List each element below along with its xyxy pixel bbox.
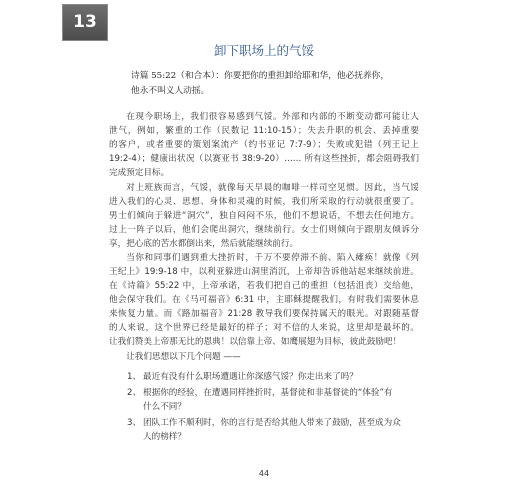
question-number: 2、 bbox=[127, 388, 142, 398]
question-line: 什么不同？ bbox=[143, 402, 186, 412]
body-paragraph bbox=[109, 251, 419, 349]
question-line: 人的榜样？ bbox=[143, 432, 186, 442]
page-number: 44 bbox=[258, 469, 270, 478]
body-paragraph bbox=[109, 181, 419, 251]
paragraph-line: 来恢复力量。而《路加福音》21:28 教导我们要保持属天的眼光。对跟随基督 bbox=[109, 309, 419, 319]
paragraph-line: 王纪上》19:9-18 中，以利亚躲进山洞里消沉，上帝却告诉他站起来继续前进。 bbox=[109, 267, 419, 277]
chapter-number-badge: 13 bbox=[62, 4, 108, 41]
question-text bbox=[143, 370, 358, 384]
paragraph-line: 男士们倾向于躲进“洞穴”，独自闷闷不乐，他们不想说话，不想去任何地方。 bbox=[109, 211, 419, 221]
paragraph-line: 进入我们的心灵、思想、身体和灵魂的时候，我们所采取的行动就很重要了。 bbox=[109, 197, 419, 207]
question-line: 团队工作不顺利时，你的言行是否给其他人带来了鼓励，甚至成为众 bbox=[143, 418, 401, 428]
paragraph-line: 让我们赞美上帝那无比的恩典！以信靠上帝、如鹰展翅为目标，彼此鼓励吧！ bbox=[109, 337, 402, 347]
scripture-line: 他永不叫义人动摇。 bbox=[131, 86, 210, 96]
paragraph-line: 的人来说，这个世界已经是最好的样子；对不信的人来说，这里却是最坏的。 bbox=[109, 323, 419, 333]
chapter-title: 卸下职场上的气馁 bbox=[213, 43, 314, 58]
paragraph-line: 过上一阵子以后，他们会爬出洞穴，继续前行。女士们则倾向于跟朋友倾诉分 bbox=[109, 225, 419, 235]
paragraph-line: 在《诗篇》55:22 中，上帝承诺，若我们把自己的重担（包括沮丧）交给他， bbox=[109, 281, 419, 291]
question-item bbox=[127, 416, 417, 444]
paragraph-line: 泄气，例如，繁重的工作（民数记 11:10-15）；失去升职的机会、丢掉重要 bbox=[109, 126, 419, 136]
question-line: 根据你的经验，在遭遇同样挫折时，基督徒和非基督徒的“体验”有 bbox=[143, 388, 393, 398]
reflection-questions bbox=[127, 370, 417, 444]
paragraph-line: 在现今职场上，我们很容易感到气馁。外部和内部的不断变动都可能让人 bbox=[126, 112, 419, 122]
paragraph-line: 他会保守我们。在《马可福音》6:31 中，主耶稣提醒我们，有时我们需要休息 bbox=[109, 295, 419, 305]
question-number: 3、 bbox=[127, 418, 142, 428]
questions-intro: 让我们思想以下几个问题 —— bbox=[126, 352, 241, 362]
scripture-quote bbox=[131, 69, 389, 99]
paragraph-line: 当你和同事们遇到重大挫折时，千万不要停滞不前、陷入瘫痪！就像《列 bbox=[126, 253, 419, 263]
body-paragraph bbox=[109, 110, 419, 180]
paragraph-line: 完成预定目标。 bbox=[109, 168, 170, 178]
question-line: 最近有没有什么职场遭遇让你深感气馁？你走出来了吗？ bbox=[143, 372, 358, 382]
paragraph-line: 的客户，或者重要的策划案流产（约书亚记 7:7-9）；失败或犯错（列王记上 bbox=[109, 140, 419, 150]
paragraph-line: 19:2-4）；健康出状况（以赛亚书 38:9-20）…… 所有这些挫折，都会阻碍我们 bbox=[109, 154, 419, 164]
question-number: 1、 bbox=[127, 372, 142, 382]
scripture-line: 诗篇 55:22（和合本）：你要把你的重担卸给耶和华，他必抚养你， bbox=[131, 71, 390, 81]
paragraph-line: 对上班族而言，气馁，就像每天早晨的咖啡一样司空见惯。因此，当气馁 bbox=[126, 183, 419, 193]
question-item bbox=[127, 386, 417, 414]
question-item bbox=[127, 370, 417, 384]
question-text bbox=[143, 386, 393, 414]
paragraph-line: 享，把心底的苦水都倒出来，然后就能继续前行。 bbox=[109, 239, 299, 249]
question-text bbox=[143, 416, 401, 444]
